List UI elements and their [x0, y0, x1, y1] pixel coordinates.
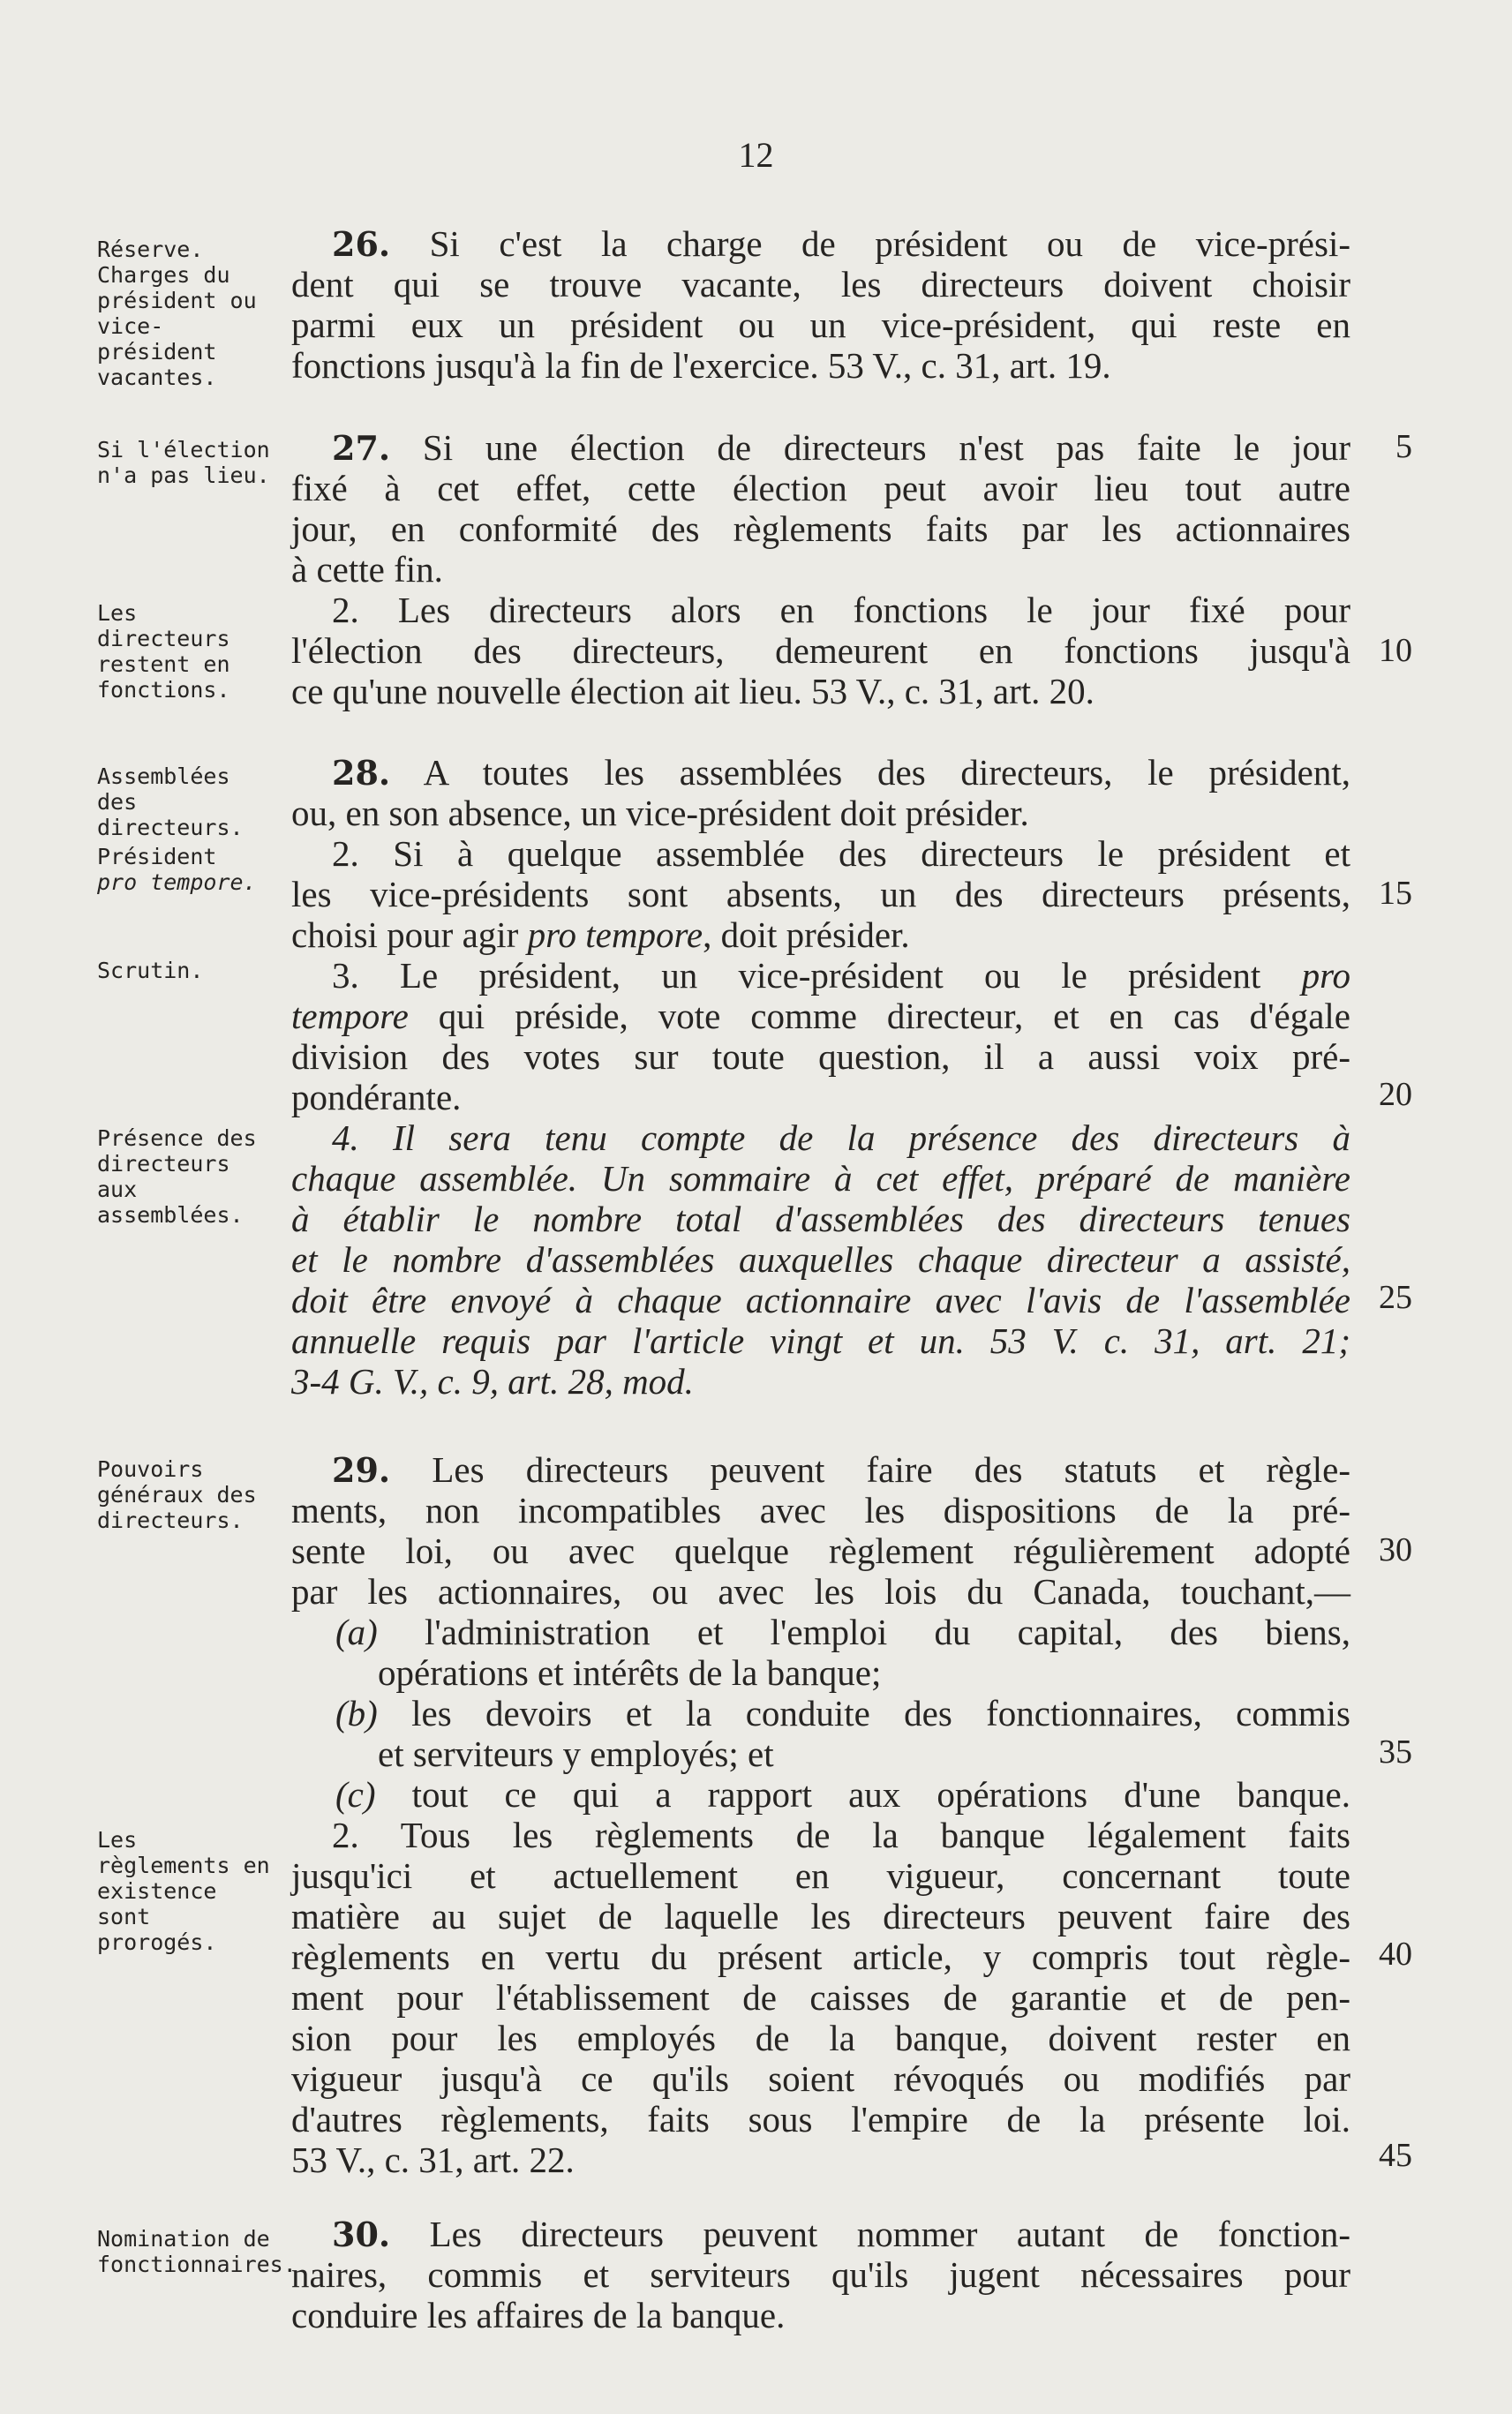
section-number: 30. [332, 2215, 391, 2254]
margin-note-presence: Présence des directeurs aux assemblées. [97, 1125, 257, 1228]
text-line: 3-4 G. V., c. 9, art. 28, mod. [291, 1361, 694, 1402]
line-number: 10 [1379, 632, 1412, 669]
margin-note-scrutin: Scrutin. [97, 958, 204, 983]
text-line: ments, non incompatibles avec les dispositions de la pré- [291, 1490, 1350, 1530]
page-number: 12 [738, 135, 774, 175]
text-line: par les actionnaires, ou avec les lois du Canada, touchant,— [291, 1571, 1350, 1612]
section-number: 29. [332, 1450, 391, 1490]
line-number: 25 [1379, 1279, 1412, 1316]
text-line: fixé à cet effet, cette élection peut avoir lieu tout autre [291, 468, 1350, 508]
section-number: 28. [332, 753, 391, 793]
text-line: ment pour l'établissement de caisses de garantie et de pen- [291, 1977, 1350, 2018]
text-line: parmi eux un président ou un vice-président, qui reste en [291, 305, 1350, 345]
margin-note-president: Président [97, 844, 217, 869]
text-line: ce qu'une nouvelle élection ait lieu. 53 V., c. 31, art. 20. [291, 671, 1095, 711]
text-line: à établir le nombre total d'assemblées des directeurs tenues [291, 1199, 1350, 1239]
text-line: règlements en vertu du présent article, y compris tout règle- [291, 1936, 1350, 1977]
section-number: 26. [332, 224, 391, 264]
text-line: ou, en son absence, un vice-président doit présider. [291, 793, 1029, 833]
text-line: (b) les devoirs et la conduite des fonctionnaires, commis [335, 1693, 1351, 1733]
text-line: pondérante. [291, 1077, 462, 1117]
text-line: sente loi, ou avec quelque règlement régulièrement adopté [291, 1530, 1350, 1571]
text-line: sion pour les employés de la banque, doivent rester en [291, 2018, 1350, 2058]
line-number: 20 [1379, 1076, 1412, 1113]
text-line: et serviteurs y employés; et [378, 1733, 774, 1774]
text-line: vigueur jusqu'à ce qu'ils soient révoqués ou modifiés par [291, 2058, 1350, 2099]
text-line: fonctions jusqu'à la fin de l'exercice. 53 V., c. 31, art. 19. [291, 345, 1111, 386]
text-line: tempore qui préside, vote comme directeur, et en cas d'égale [291, 996, 1350, 1036]
margin-note-charges-vacantes: Charges du président ou vice-président vacantes. [97, 262, 257, 390]
text-line: 53 V., c. 31, art. 22. [291, 2140, 575, 2180]
text-line: naires, commis et serviteurs qu'ils jugent nécessaires pour [291, 2254, 1350, 2295]
text-line: division des votes sur toute question, il a aussi voix pré- [291, 1036, 1350, 1077]
text-line: 2. Si à quelque assemblée des directeurs le président et [332, 833, 1350, 874]
margin-note-reserve: Réserve. [97, 237, 204, 262]
text-line: 27. Si une élection de directeurs n'est pas faite le jour [332, 427, 1351, 468]
text-line: et le nombre d'assemblées auxquelles chaque directeur a assisté, [291, 1239, 1350, 1280]
text-line: dent qui se trouve vacante, les directeurs doivent choisir [291, 264, 1350, 305]
text-line: chaque assemblée. Un sommaire à cet effet, préparé de manière [291, 1158, 1350, 1199]
text-line: (c) tout ce qui a rapport aux opérations d'une banque. [335, 1774, 1350, 1815]
text-line: 3. Le président, un vice-président ou le président pro [332, 955, 1350, 996]
text-line: choisi pour agir pro tempore, doit présider. [291, 914, 910, 955]
margin-note-assemblees: Assemblées des directeurs. [97, 763, 244, 840]
text-line: les vice-présidents sont absents, un des directeurs présents, [291, 874, 1350, 914]
text-line: annuelle requis par l'article vingt et un. 53 V. c. 31, art. 21; [291, 1320, 1350, 1361]
margin-note-pouvoirs: Pouvoirs généraux des directeurs. [97, 1456, 257, 1533]
line-number: 35 [1379, 1733, 1412, 1771]
text-line: à cette fin. [291, 549, 443, 590]
text-line: l'élection des directeurs, demeurent en fonctions jusqu'à [291, 630, 1350, 671]
text-line: (a) l'administration et l'emploi du capital, des biens, [335, 1612, 1350, 1652]
text-line: 26. Si c'est la charge de président ou de vice-prési- [332, 223, 1351, 264]
text-line: matière au sujet de laquelle les directeurs peuvent faire des [291, 1896, 1350, 1936]
line-number: 15 [1379, 875, 1412, 912]
margin-note-nomination: Nomination de fonctionnaires. [97, 2226, 297, 2277]
margin-note-directeurs-fonctions: Les directeurs restent en fonctions. [97, 600, 230, 703]
text-line: 28. A toutes les assemblées des directeurs, le président, [332, 752, 1350, 793]
text-line: jusqu'ici et actuellement en vigueur, concernant toute [291, 1855, 1350, 1896]
text-line: 30. Les directeurs peuvent nommer autant de fonction- [332, 2214, 1351, 2254]
line-number: 45 [1379, 2137, 1412, 2174]
line-number: 40 [1379, 1936, 1412, 1973]
text-line: 4. Il sera tenu compte de la présence des directeurs à [332, 1117, 1350, 1158]
text-line: 2. Tous les règlements de la banque légalement faits [332, 1815, 1350, 1855]
text-line: doit être envoyé à chaque actionnaire avec l'avis de l'assemblée [291, 1280, 1350, 1320]
text-line: 2. Les directeurs alors en fonctions le jour fixé pour [332, 590, 1350, 630]
line-number: 30 [1379, 1531, 1412, 1568]
text-line: conduire les affaires de la banque. [291, 2295, 786, 2335]
text-line: d'autres règlements, faits sous l'empire de la présente loi. [291, 2099, 1350, 2140]
section-number: 27. [332, 428, 391, 468]
text-line: 29. Les directeurs peuvent faire des statuts et règle- [332, 1449, 1351, 1490]
margin-note-election: Si l'élection n'a pas lieu. [97, 437, 270, 488]
line-number: 5 [1395, 428, 1412, 465]
margin-note-pro-tempore: pro tempore. [97, 869, 257, 895]
margin-note-reglements-proroges: Les règlements en existence sont prorogés. [97, 1827, 270, 1955]
text-line: jour, en conformité des règlements faits par les actionnaires [291, 508, 1350, 549]
text-line: opérations et intérêts de la banque; [378, 1652, 882, 1693]
